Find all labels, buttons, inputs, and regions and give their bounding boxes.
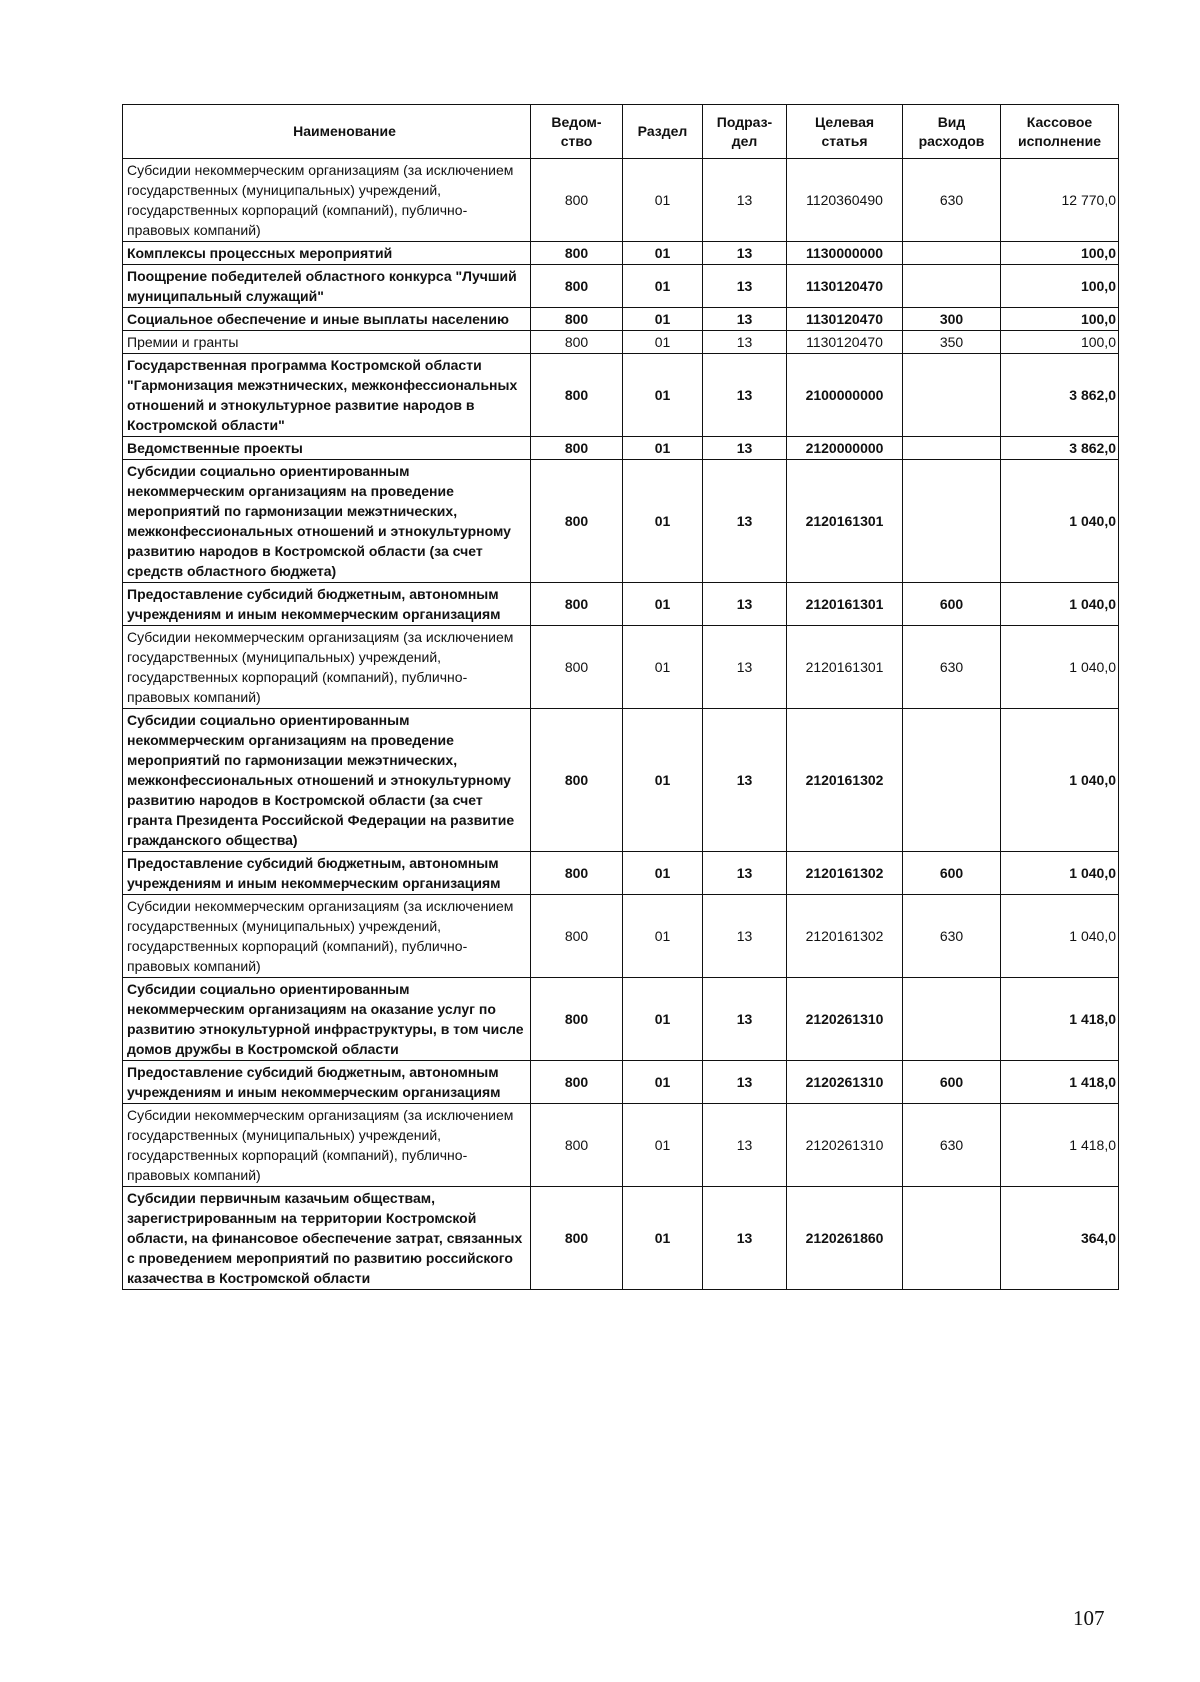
cell-statya: 1130120470 [787,308,903,331]
cell-vedom: 800 [531,583,623,626]
page-number: 107 [1073,1606,1105,1630]
cell-name: Поощрение победителей областного конкурса "Лучший муниципальный служащий" [123,265,531,308]
cell-razdel: 01 [623,1104,703,1187]
table-row [123,265,1119,308]
cell-vid: 600 [903,852,1001,895]
cell-podrazdel: 13 [703,1104,787,1187]
table-row [123,1061,1119,1104]
cell-podrazdel: 13 [703,354,787,437]
cell-statya: 2120000000 [787,437,903,460]
cell-kassa: 1 040,0 [1001,895,1119,978]
cell-podrazdel: 13 [703,437,787,460]
cell-razdel: 01 [623,331,703,354]
header-razdel: Раздел [623,105,703,159]
cell-statya: 2120161302 [787,852,903,895]
cell-vid: 630 [903,626,1001,709]
table-row [123,437,1119,460]
cell-vid [903,709,1001,852]
cell-vedom: 800 [531,159,623,242]
cell-vedom: 800 [531,354,623,437]
cell-podrazdel: 13 [703,626,787,709]
cell-podrazdel: 13 [703,331,787,354]
cell-razdel: 01 [623,895,703,978]
cell-name: Субсидии первичным казачьим обществам, зарегистрированным на территории Костромской области, на финансовое обеспечение затрат, связанных с проведением мероприятий по развитию российского казачества в Костромской области [123,1187,531,1290]
cell-statya: 2120161302 [787,709,903,852]
header-vid: Вид расходов [903,105,1001,159]
cell-kassa: 3 862,0 [1001,437,1119,460]
cell-kassa: 1 418,0 [1001,1104,1119,1187]
cell-vedom: 800 [531,437,623,460]
cell-vid [903,437,1001,460]
header-vedom: Ведом- ство [531,105,623,159]
cell-name: Комплексы процессных мероприятий [123,242,531,265]
cell-razdel: 01 [623,1187,703,1290]
table-row [123,242,1119,265]
table-row [123,1104,1119,1187]
cell-razdel: 01 [623,460,703,583]
cell-vedom: 800 [531,460,623,583]
cell-kassa: 1 040,0 [1001,583,1119,626]
cell-kassa: 3 862,0 [1001,354,1119,437]
cell-vedom: 800 [531,265,623,308]
cell-kassa: 1 418,0 [1001,978,1119,1061]
cell-vid: 630 [903,1104,1001,1187]
cell-name: Премии и гранты [123,331,531,354]
cell-vid: 600 [903,583,1001,626]
cell-podrazdel: 13 [703,159,787,242]
cell-statya: 2120161301 [787,460,903,583]
cell-razdel: 01 [623,626,703,709]
cell-statya: 2120161301 [787,626,903,709]
cell-vedom: 800 [531,978,623,1061]
cell-vedom: 800 [531,331,623,354]
cell-podrazdel: 13 [703,709,787,852]
table-row [123,626,1119,709]
cell-statya: 2120261310 [787,1061,903,1104]
cell-vid: 350 [903,331,1001,354]
cell-name: Субсидии социально ориентированным некоммерческим организациям на оказание услуг по развитию этнокультурной инфраструктуры, в том числе домов дружбы в Костромской области [123,978,531,1061]
cell-kassa: 100,0 [1001,331,1119,354]
table-row [123,159,1119,242]
cell-razdel: 01 [623,354,703,437]
cell-razdel: 01 [623,308,703,331]
cell-name: Субсидии социально ориентированным некоммерческим организациям на проведение мероприятий по гармонизации межэтнических, межконфессиональных отношений и этнокультурному развитию народов в Костромской области (за счет гранта Президента Российской Федерации на развитие гражданского общества) [123,709,531,852]
header-statya: Целевая статья [787,105,903,159]
table-row [123,852,1119,895]
budget-table [122,104,1119,1290]
cell-name: Предоставление субсидий бюджетным, автономным учреждениям и иным некоммерческим организациям [123,852,531,895]
cell-podrazdel: 13 [703,978,787,1061]
cell-podrazdel: 13 [703,583,787,626]
cell-kassa: 1 040,0 [1001,460,1119,583]
table-row [123,354,1119,437]
cell-vedom: 800 [531,709,623,852]
cell-kassa: 1 040,0 [1001,626,1119,709]
cell-kassa: 100,0 [1001,242,1119,265]
cell-vedom: 800 [531,242,623,265]
cell-kassa: 1 040,0 [1001,852,1119,895]
cell-vedom: 800 [531,895,623,978]
cell-statya: 2120261310 [787,1104,903,1187]
cell-razdel: 01 [623,437,703,460]
cell-statya: 2120161302 [787,895,903,978]
cell-vedom: 800 [531,626,623,709]
cell-podrazdel: 13 [703,1187,787,1290]
cell-vid: 300 [903,308,1001,331]
header-podrazdel: Подраз- дел [703,105,787,159]
table-row [123,978,1119,1061]
cell-podrazdel: 13 [703,308,787,331]
cell-kassa: 100,0 [1001,265,1119,308]
cell-kassa: 1 040,0 [1001,709,1119,852]
table-row [123,895,1119,978]
cell-kassa: 364,0 [1001,1187,1119,1290]
cell-razdel: 01 [623,1061,703,1104]
cell-razdel: 01 [623,242,703,265]
cell-statya: 1130120470 [787,331,903,354]
table-row [123,1187,1119,1290]
cell-vid [903,978,1001,1061]
cell-vedom: 800 [531,1187,623,1290]
header-kassa: Кассовое исполнение [1001,105,1119,159]
cell-statya: 2100000000 [787,354,903,437]
cell-statya: 1120360490 [787,159,903,242]
cell-name: Субсидии некоммерческим организациям (за исключением государственных (муниципальных) учреждений, государственных корпораций (компаний), публично-правовых компаний) [123,1104,531,1187]
table-header-row [123,105,1119,159]
cell-vid [903,354,1001,437]
cell-name: Субсидии некоммерческим организациям (за исключением государственных (муниципальных) учреждений, государственных корпораций (компаний), публично-правовых компаний) [123,159,531,242]
cell-podrazdel: 13 [703,460,787,583]
cell-name: Государственная программа Костромской области "Гармонизация межэтнических, межконфессиональных отношений и этнокультурное развитие народов в Костромской области" [123,354,531,437]
cell-razdel: 01 [623,978,703,1061]
cell-kassa: 100,0 [1001,308,1119,331]
table-row [123,308,1119,331]
cell-vid: 630 [903,895,1001,978]
cell-kassa: 12 770,0 [1001,159,1119,242]
header-name: Наименование [123,105,531,159]
cell-vedom: 800 [531,1061,623,1104]
cell-podrazdel: 13 [703,1061,787,1104]
cell-vid: 630 [903,159,1001,242]
cell-razdel: 01 [623,583,703,626]
cell-vid [903,460,1001,583]
cell-statya: 2120261310 [787,978,903,1061]
cell-statya: 2120161301 [787,583,903,626]
cell-name: Социальное обеспечение и иные выплаты населению [123,308,531,331]
cell-vid [903,1187,1001,1290]
cell-vid [903,242,1001,265]
cell-vid [903,265,1001,308]
cell-name: Ведомственные проекты [123,437,531,460]
cell-vedom: 800 [531,852,623,895]
cell-vedom: 800 [531,1104,623,1187]
cell-name: Предоставление субсидий бюджетным, автономным учреждениям и иным некоммерческим организациям [123,583,531,626]
cell-razdel: 01 [623,159,703,242]
cell-podrazdel: 13 [703,265,787,308]
cell-name: Субсидии некоммерческим организациям (за исключением государственных (муниципальных) учреждений, государственных корпораций (компаний), публично-правовых компаний) [123,895,531,978]
cell-vedom: 800 [531,308,623,331]
cell-kassa: 1 418,0 [1001,1061,1119,1104]
cell-razdel: 01 [623,709,703,852]
cell-statya: 2120261860 [787,1187,903,1290]
table-row [123,460,1119,583]
cell-podrazdel: 13 [703,242,787,265]
cell-name: Субсидии некоммерческим организациям (за исключением государственных (муниципальных) учреждений, государственных корпораций (компаний), публично-правовых компаний) [123,626,531,709]
cell-podrazdel: 13 [703,895,787,978]
table-row [123,709,1119,852]
cell-statya: 1130120470 [787,265,903,308]
cell-podrazdel: 13 [703,852,787,895]
cell-name: Субсидии социально ориентированным некоммерческим организациям на проведение мероприятий по гармонизации межэтнических, межконфессиональных отношений и этнокультурному развитию народов в Костромской области (за счет средств областного бюджета) [123,460,531,583]
cell-razdel: 01 [623,265,703,308]
table-row [123,331,1119,354]
cell-razdel: 01 [623,852,703,895]
cell-statya: 1130000000 [787,242,903,265]
cell-vid: 600 [903,1061,1001,1104]
cell-name: Предоставление субсидий бюджетным, автономным учреждениям и иным некоммерческим организациям [123,1061,531,1104]
table-row [123,583,1119,626]
